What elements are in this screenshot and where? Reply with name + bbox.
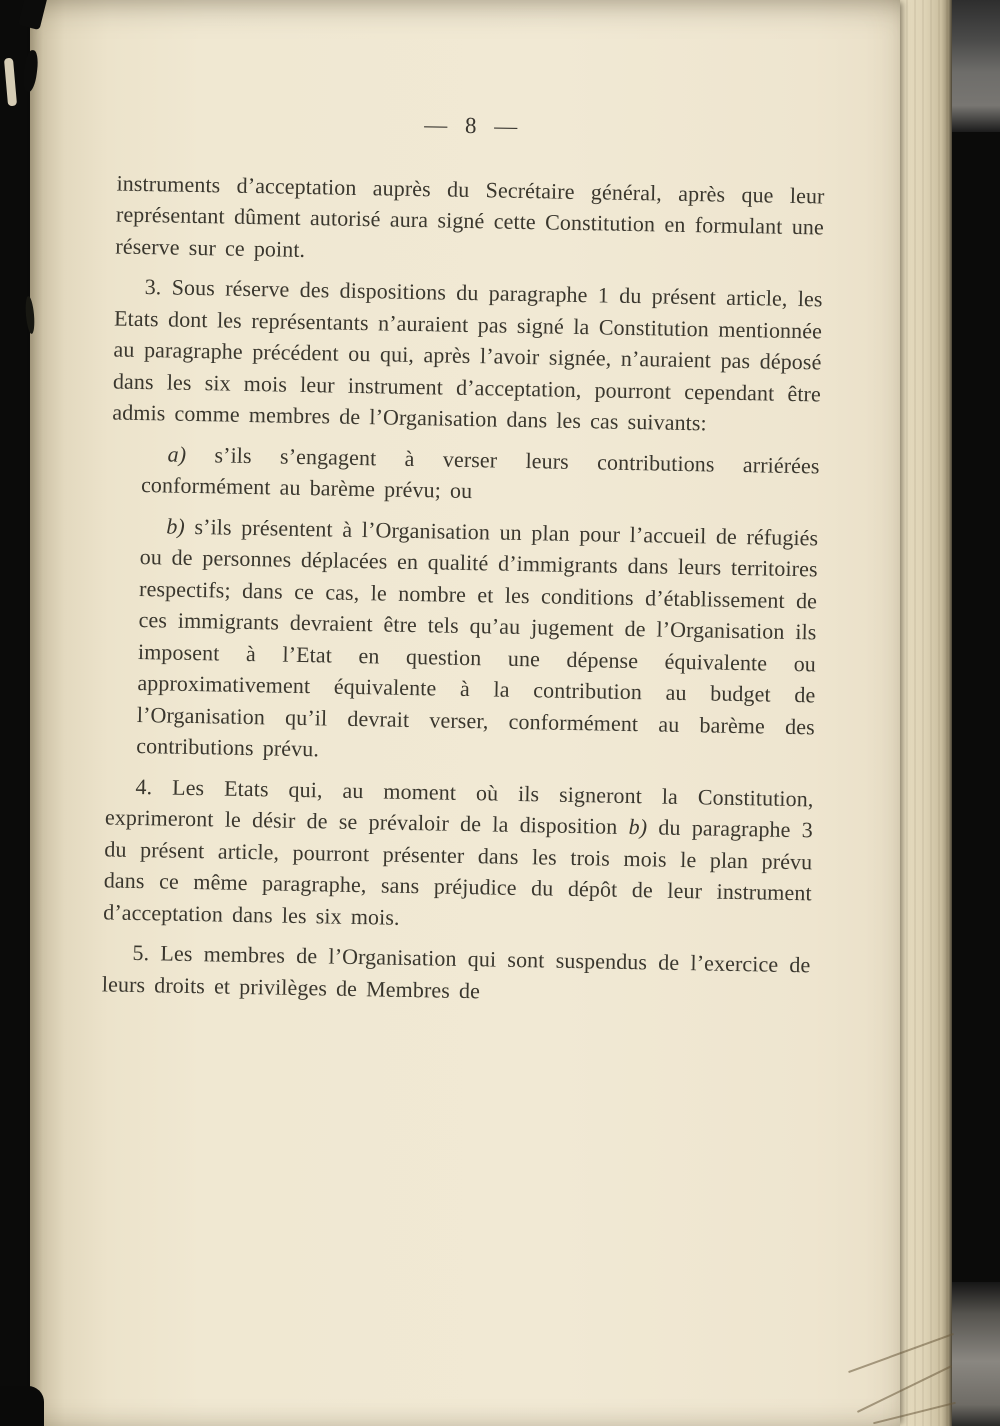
paragraph-5: 5. Les membres de l’Organisation qui sont suspendus de l’exercice de leurs droits et privilèges de Membres de <box>101 939 811 1003</box>
scanner-edge-bottom-right <box>948 1282 1000 1426</box>
paper-edge-sliver <box>4 58 17 107</box>
paragraph-continuation: instruments d’acceptation auprès du Secrétaire général, après que leur représentant dûment autorisé aura signé cette Constitution en formulant une réserve sur ce point. <box>115 170 825 262</box>
paragraph-3: 3. Sous réserve des dispositions du paragraphe 1 du présent article, les Etats dont les représentants n’auraient pas signé la Constitution mentionnée au paragraphe précédent ou qui, après l’avoir signée, n’auraient pas déposé dans les six mois leur instrument d’acceptation, pourront cependant être admis comme membres de l’Organisation dans les cas suivants: <box>112 274 823 436</box>
scan-artifact-bottom-left-tab <box>0 1386 44 1426</box>
book-page <box>30 0 900 1426</box>
scanner-edge-top-right <box>948 0 1000 132</box>
item-a-marker: a) <box>167 440 187 467</box>
paragraph-4-marker-b: b) <box>628 813 648 840</box>
page-number: — 8 — <box>423 112 520 139</box>
page-stack-edge <box>898 0 952 1426</box>
page-content <box>101 104 825 1022</box>
item-b-marker: b) <box>166 512 186 539</box>
paragraph-4-text-before: 4. Les Etats qui, au moment où ils signeront la Constitution, exprimeront le désir de se prévaloir de la disposition <box>104 773 814 839</box>
paragraph-4 <box>103 770 814 940</box>
paragraph-item-a <box>141 438 820 513</box>
item-b-text: s’ils présentent à l’Organisation un plan pour l’accueil de réfugiés ou de personnes déplacées en qualité d’immigrants dans leurs territoires respectifs; dans ce cas, le nombre et les conditions d’établissement de ces immigrants devraient être tels qu’au jugement de l’Organisation ils imposent à l’Etat en question une dépense équivalente ou approximativement équivalente à la contribution au budget de l’Organisation qu’il devrait verser, conformément au barème des contributions prévu. <box>136 513 819 762</box>
item-a-text: s’ils s’engagent à verser leurs contributions arriérées conformément au barème prévu; ou <box>140 441 820 504</box>
paragraph-item-b <box>136 509 819 773</box>
paragraph-4-text-after: du paragraphe 3 du présent article, pourront présenter dans les trois mois le plan prévu dans ce même paragraphe, sans préjudice du dépôt de leur instrument d’acceptation dans les six mois. <box>103 814 814 930</box>
